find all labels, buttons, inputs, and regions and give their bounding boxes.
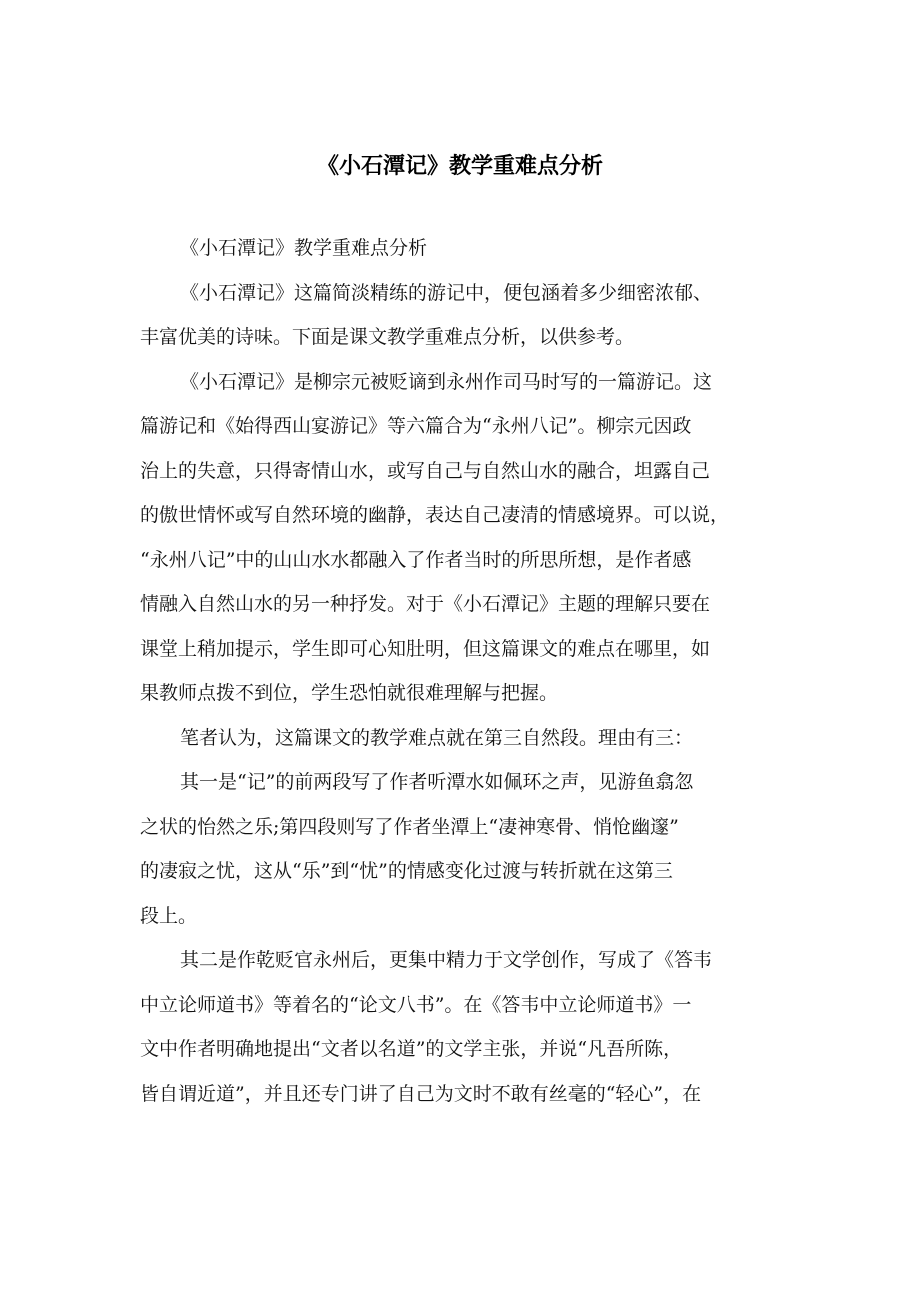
text-line: “永州八记”中的山山水水都融入了作者当时的所思所想，是作者感	[140, 548, 692, 571]
paragraph-2	[140, 271, 780, 360]
text-line: 笔者认为，这篇课文的教学难点就在第三自然段。理由有三：	[180, 726, 694, 749]
document-title: 《小石潭记》教学重难点分析	[316, 154, 603, 179]
text-line: 果教师点拨不到位，学生恐怕就很难理解与把握。	[140, 682, 559, 704]
paragraph-1	[140, 226, 780, 271]
text-line: 课堂上稍加提示，学生即可心知肚明，但这篇课文的难点在哪里，如	[140, 637, 711, 660]
text-line: 丰富优美的诗味。下面是课文教学重难点分析，以供参考。	[140, 326, 635, 348]
text-line: 其二是作乾贬官永州后，更集中精力于文学创作，写成了《答韦	[180, 949, 713, 971]
text-line: 《小石潭记》这篇简淡精练的游记中，便包涵着多少细密浓郁、	[180, 281, 713, 304]
text-line: 《小石潭记》是柳宗元被贬谪到永州作司马时写的一篇游记。这	[180, 370, 713, 393]
paragraph-3	[140, 360, 780, 716]
text-line: 《小石潭记》教学重难点分析	[180, 237, 428, 259]
text-line: 中立论师道书》等着名的“论文八书”。在《答韦中立论师道书》一	[140, 993, 692, 1016]
text-line: 的傲世情怀或写自然环境的幽静，表达自己凄清的情感境界。可以说，	[140, 504, 730, 526]
text-line: 其一是“记”的前两段写了作者听潭水如佩环之声，见游鱼翕忽	[180, 771, 694, 793]
text-line: 治上的失意，只得寄情山水，或写自己与自然山水的融合，坦露自己	[140, 459, 711, 482]
paragraph-6	[140, 938, 780, 1116]
text-line: 文中作者明确地提出“文者以名道”的文学主张，并说“凡吾所陈，	[140, 1038, 683, 1060]
text-line: 皆自谓近道”，并且还专门讲了自己为文时不敢有丝毫的“轻心”，在	[140, 1082, 702, 1105]
text-line: 段上。	[140, 904, 198, 927]
text-line: 情融入自然山水的另一种抒发。对于《小石潭记》主题的理解只要在	[140, 593, 711, 615]
paragraph-4	[140, 716, 780, 761]
paragraph-5	[140, 760, 780, 938]
text-line: 之状的怡然之乐;第四段则写了作者坐潭上“凄神寒骨、悄怆幽邃”	[140, 815, 679, 838]
document-body	[140, 226, 780, 1116]
text-line: 的凄寂之忧，这从“乐”到“忧”的情感变化过渡与转折就在这第三	[140, 860, 673, 882]
text-line: 篇游记和《始得西山宴游记》等六篇合为“永州八记”。柳宗元因政	[140, 415, 692, 437]
